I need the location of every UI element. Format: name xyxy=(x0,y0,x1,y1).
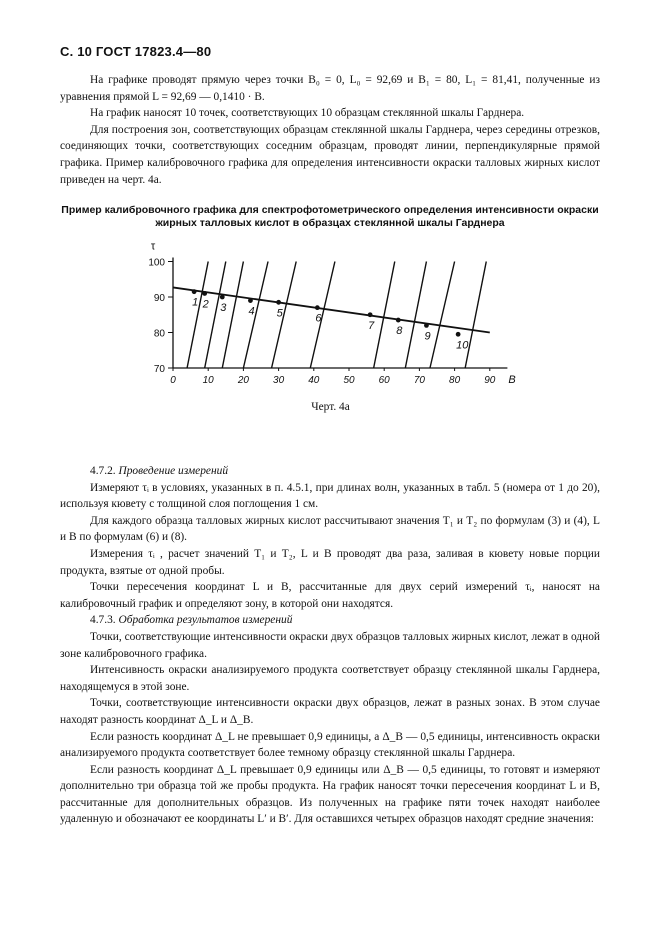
zone-line xyxy=(272,262,297,369)
data-point-label: 7 xyxy=(368,319,375,332)
x-axis-label: B xyxy=(508,374,516,386)
data-point xyxy=(424,323,429,328)
section-paragraph: Интенсивность окраски анализируемого продукта соответствует образцу стеклянной шкалы Гарднера, находящемуся в этой зоне. xyxy=(60,664,600,693)
section-heading xyxy=(60,463,600,480)
section-number: 4.7.2. xyxy=(90,465,116,477)
data-point-label: 8 xyxy=(396,325,403,338)
section-title: Проведение измерений xyxy=(118,465,229,477)
zone-line xyxy=(205,262,226,369)
zone-line xyxy=(310,262,335,369)
section-paragraph: Точки, соответствующие интенсивности окраски двух образцов талловых жирных кислот, лежат в одной зоне калибровочного графика. xyxy=(60,630,600,660)
zone-line xyxy=(430,262,455,369)
data-point xyxy=(396,318,401,323)
x-tick-label: 60 xyxy=(378,375,390,386)
data-point xyxy=(456,332,461,337)
y-tick-label: 90 xyxy=(153,293,165,304)
data-point xyxy=(202,291,207,296)
y-tick-label: 100 xyxy=(148,257,165,269)
section-number: 4.7.3. xyxy=(90,614,116,627)
data-point-label: 5 xyxy=(276,307,283,320)
section-paragraph: Измерения τᵢ , расчет значений T₁ и T₂, L и B проводят два раза, заливая в кювету новые порции продукта, взятые от одной пробы. xyxy=(60,547,600,577)
x-tick-label: 10 xyxy=(202,375,214,386)
chart-title: Пример калибровочного графика для спектрофотометрического определения интенсивности окраски жирных талловых кислот в образцах стеклянной шкалы Гарднера xyxy=(61,204,599,229)
section-paragraph: Точки, соответствующие интенсивности окраски двух образцов, лежат в разных зонах. В этом случае находят разность координат Δ_L и Δ_B. xyxy=(60,697,600,726)
x-tick-label: 30 xyxy=(273,375,285,386)
y-axis-label: τ xyxy=(150,240,156,253)
data-point xyxy=(248,298,253,303)
x-tick-label: 40 xyxy=(308,375,320,386)
x-tick-label: 20 xyxy=(237,375,249,386)
x-tick-label: 80 xyxy=(449,375,461,386)
zone-line xyxy=(187,262,208,369)
data-point-label: 4 xyxy=(248,305,255,318)
section-paragraph: Точки пересечения координат L и B, рассчитанные для двух серий измерений τᵢ, наносят на калибровочный график и определяют зону, в которой они находятся. xyxy=(60,581,600,610)
figure-caption: Черт. 4а xyxy=(311,401,350,413)
calibration-chart xyxy=(135,236,535,391)
data-point-label: 10 xyxy=(456,339,469,352)
section-paragraph: Если разность координат Δ_L не превышает 0,9 единицы, а Δ_B — 0,5 единицы, интенсивность окраски анализируемого продукта соответствует более темному образцу стеклянной шкалы Гарднера. xyxy=(60,730,600,760)
x-tick-label: 70 xyxy=(413,375,425,386)
data-point-label: 3 xyxy=(220,302,227,314)
intro-paragraph: На график наносят 10 точек, соответствующих 10 образцам стеклянной шкалы Гарднера. xyxy=(90,107,525,120)
x-tick-label: 90 xyxy=(484,375,496,386)
section-paragraph: Для каждого образца талловых жирных кислот рассчитывают значения T₁ и T₂ по формулам (3) и (4), L и B по формулам (6) и (8). xyxy=(60,514,600,544)
section-paragraph: Измеряют τᵢ в условиях, указанных в п. 4.5.1, при длинах волн, указанных в табл. 5 (номера от 1 до 20), используя кювету с толщиной слоя поглощения 1 см. xyxy=(60,481,600,511)
data-point-label: 6 xyxy=(315,312,322,325)
page-header: С. 10 ГОСТ 17823.4—80 xyxy=(60,44,212,59)
data-point xyxy=(192,289,197,294)
section-4-7-2 xyxy=(60,463,600,828)
section-paragraph: Если разность координат Δ_L превышает 0,9 единицы или Δ_B — 0,5 единицы, то готовят и измеряют дополнительно три образца той же пробы продукта. На график наносят точки пересечения координат L и B, рассчитанные для дополнительных образцов. Из полученных на графике пяти точек находят наиболее удаленную и обозначают ее координаты L′ и B′. Для оставшихся четырех образцов находят средние значения: xyxy=(60,763,600,826)
data-point xyxy=(220,295,225,300)
section-heading xyxy=(60,612,600,629)
intro-text xyxy=(60,72,600,188)
y-tick-label: 70 xyxy=(153,364,165,375)
x-tick-label: 50 xyxy=(343,375,355,386)
data-point xyxy=(368,312,373,317)
data-point-label: 2 xyxy=(202,298,209,311)
data-point xyxy=(276,300,281,305)
zone-line xyxy=(243,262,268,369)
zone-line xyxy=(405,262,426,369)
zone-line xyxy=(465,262,486,369)
zone-line xyxy=(222,262,243,369)
data-point-label: 9 xyxy=(424,330,431,343)
data-point xyxy=(315,305,320,310)
zone-line xyxy=(374,262,395,369)
intro-paragraph: Для построения зон, соответствующих образцам стеклянной шкалы Гарднера, через середины отрезков, соединяющих точки, соответствующих соседним образцам, проводят линии, перпендикулярные прямой графика. Пример калибровочного графика для определения интенсивности окраски талловых жирных кислот приведен на черт. 4а. xyxy=(60,123,600,186)
data-point-label: 1 xyxy=(192,296,199,309)
y-tick-label: 80 xyxy=(153,328,165,340)
x-tick-label: 0 xyxy=(170,375,176,386)
section-title: Обработка результатов измерений xyxy=(118,614,293,627)
intro-paragraph: На графике проводят прямую через точки B₀ = 0, L₀ = 92,69 и B₁ = 80, L₁ = 81,41, полученные из уравнения прямой L = 92,69 — 0,1410 · B. xyxy=(60,74,600,103)
